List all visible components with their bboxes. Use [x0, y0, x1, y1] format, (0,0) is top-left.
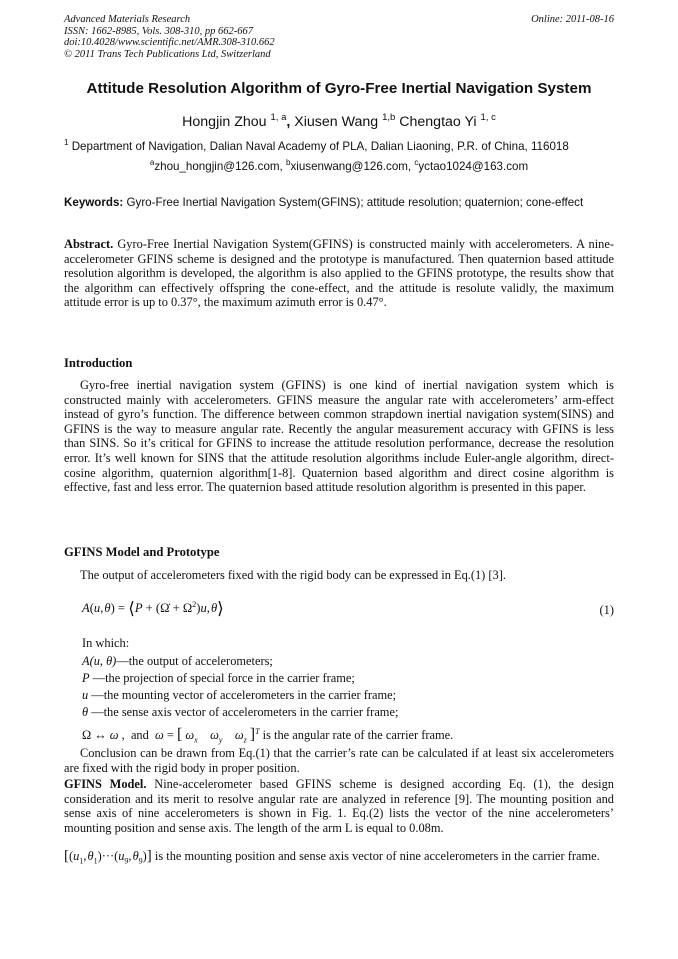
author-mark: 1, c: [480, 112, 496, 123]
email-mark: c: [414, 158, 419, 167]
omega-definition: [82, 724, 622, 748]
author-name: Chengtao Yi: [399, 114, 477, 130]
journal-name: Advanced Materials Research: [64, 14, 191, 25]
keywords: [64, 196, 614, 209]
keywords-text: Gyro-Free Inertial Navigation System(GFINS); attitude resolution; quaternion; cone-effect: [123, 196, 584, 209]
issn-line: ISSN: 1662-8985, Vols. 308-310, pp 662-667: [64, 25, 253, 37]
equation-number: (1): [599, 603, 614, 617]
model-intro-line: The output of accelerometers fixed with the rigid body can be expressed in Eq.(1) [3].: [80, 568, 506, 582]
definition-item: [82, 671, 622, 686]
author-list: Hongjin Zhou $^{1, a}$, Xiusen Wang $^{1,b}$ Chengtao Yi $^{1, c}$: [182, 112, 496, 130]
author-mark: 1,b: [382, 112, 396, 123]
gfins-model-label: GFINS Model.: [64, 777, 147, 791]
definition-item: [82, 654, 622, 669]
equation-1: A(u, θ) = ⟨P + (Ω̇ + $\Omega^2)u$, θ⟩: [82, 599, 224, 618]
definition-symbol: A(u, θ): [82, 654, 117, 668]
intro-paragraph: Gyro-free inertial navigation system (GFINS) is one kind of inertial navigation system which is constructed mainly with accelerometers. GFINS measure the angular rate with accelerometers’ arm-effect instead of gyro’s function. The difference between common strapdown inertial navigation system(SINS) and GFINS is the way to measure angular rate. Recently the angular measurement accuracy with GFINS is less than SINS. So it’s critical for GFINS to increase the attitude resolution performance, decrease the resolution error. It’s well known for SINS that the attitude resolution algorithms include Euler-angle algorithm, direct-cosine algorithm, quaternion algorithm[1-8]. Quaternion based algorithm and direct cosine algorithm is effective, fast and less error. The quaternion based attitude resolution algorithm is presented in this paper.: [64, 378, 614, 495]
vector-formula: [($u_1$, $\theta_1)\cdot\cdot\cdot(u_9$, $\theta_9$)]: [64, 848, 152, 866]
definition-item: [82, 688, 622, 703]
email-address: xiusenwang@126.com,: [290, 160, 415, 173]
definition-text: —the projection of special force in the carrier frame;: [89, 671, 355, 685]
gfins-model-paragraph: [64, 777, 614, 835]
affiliation: [64, 140, 624, 153]
copyright-line: © 2011 Trans Tech Publications Ltd, Switzerland: [64, 48, 271, 60]
affiliation-mark: 1: [64, 138, 69, 147]
model-heading: GFINS Model and Prototype: [64, 545, 220, 559]
abstract: [64, 237, 614, 310]
vector-text: is the mounting position and sense axis vector of nine accelerometers in the carrier frame.: [151, 849, 600, 863]
email-address: zhou_hongjin@126.com,: [154, 160, 286, 173]
author-name: Xiusen Wang: [294, 114, 379, 130]
definition-symbol: u: [82, 688, 89, 702]
affiliation-text: Department of Navigation, Dalian Naval Academy of PLA, Dalian Liaoning, P.R. of China, 116018: [71, 140, 569, 153]
paper-title: Attitude Resolution Algorithm of Gyro-Free Inertial Navigation System: [86, 80, 592, 97]
conclusion-paragraph: Conclusion can be drawn from Eq.(1) that the carrier’s rate can be calculated if at least six accelerometers are fixed with the rigid body in proper position.: [64, 746, 614, 775]
journal-header: [64, 14, 614, 60]
definition-symbol: P: [82, 671, 90, 685]
definition-text: —the output of accelerometers;: [116, 654, 273, 668]
omega-text: is the angular rate of the carrier frame.: [259, 728, 454, 743]
definition-item: [82, 705, 622, 720]
email-address: yctao1024@163.com: [418, 160, 529, 173]
author-mark: 1, a: [270, 112, 287, 123]
vector-paragraph: [64, 849, 614, 869]
abstract-label: Abstract.: [64, 237, 114, 251]
definition-text: —the sense axis vector of accelerometers in the carrier frame;: [88, 705, 399, 719]
author-name: Hongjin Zhou: [182, 114, 267, 130]
gfins-model-text: Nine-accelerometer based GFINS scheme is designed according Eq. (1), the design consideration and its merit to resolve angular rate are analyzed in reference [9]. The mounting position and sense axis of nine accelerometers is shown in Fig. 1. Eq.(2) lists the vector of the nine accelerometers’ mounting position and sense axis. The length of the arm L is equal to 0.08m.: [64, 777, 614, 835]
in-which-label: In which:: [82, 636, 130, 650]
keywords-label: Keywords:: [64, 196, 124, 209]
omega-formula: Ω ↔ ω , and ω = [ $\omega_x$ $\omega_y$ $\omega_z$ ]$^T$: [82, 726, 260, 745]
definition-text: —the mounting vector of accelerometers in the carrier frame;: [88, 688, 397, 702]
doi-line: doi:10.4028/www.scientific.net/AMR.308-310.662: [64, 37, 275, 48]
email-mark: b: [286, 158, 291, 167]
abstract-text: Gyro-Free Inertial Navigation System(GFINS) is constructed mainly with accelerometers. A nine-accelerometer GFINS scheme is designed and the prototype is manufactured. Then quaternion based attitude resolution algorithm is developed, the algorithm is also applied to the GFINS prototype, the results show that the algorithm can effectively offspring the cone-effect, and the attitude is resolute validly, the maximum attitude error is up to 0.37°, the maximum azimuth error is 0.47°.: [64, 237, 614, 310]
email-list: [0, 160, 678, 173]
intro-heading: Introduction: [64, 356, 133, 370]
definition-symbol: θ: [82, 705, 89, 719]
online-date: Online: 2011-08-16: [531, 14, 614, 25]
email-mark: a: [149, 158, 155, 167]
